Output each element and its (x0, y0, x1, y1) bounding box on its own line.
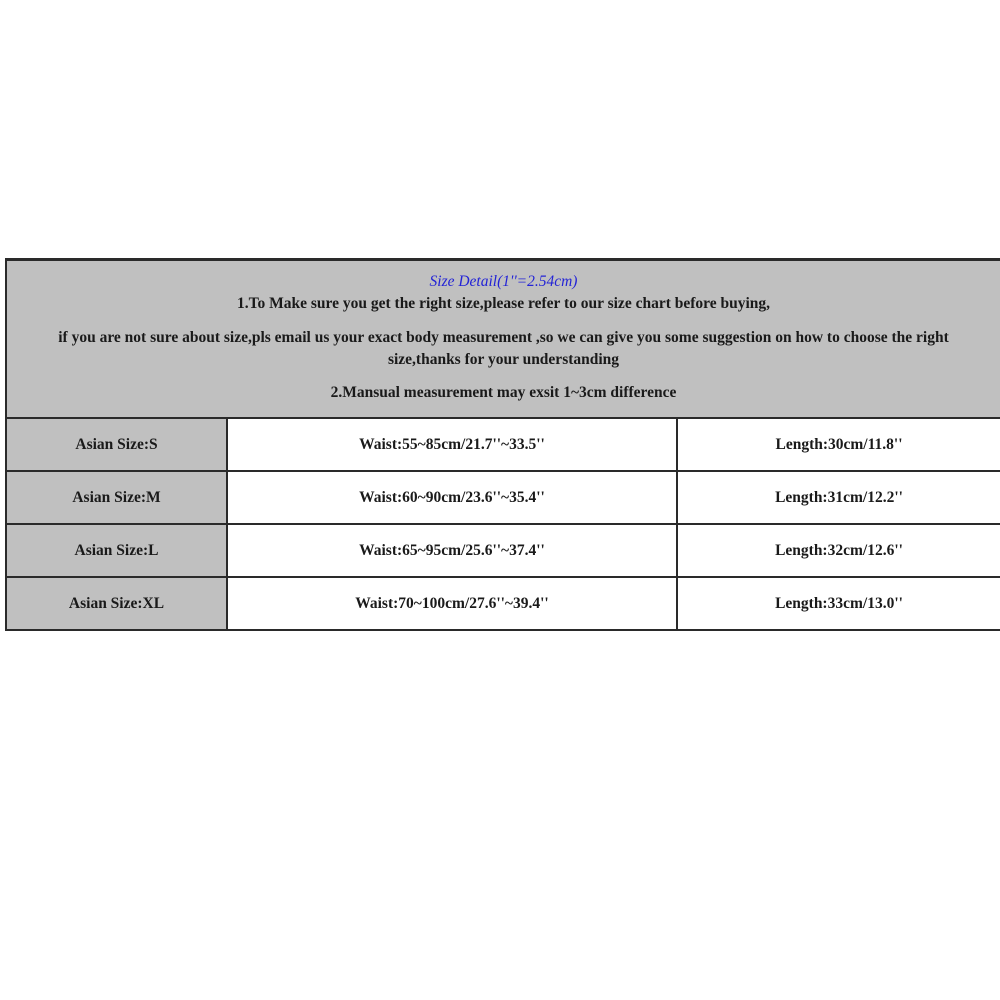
size-detail-header (7, 261, 1000, 419)
size-chart-table (5, 258, 1000, 631)
table-row (7, 472, 1000, 525)
size-label-cell: Asian Size:L (7, 525, 228, 576)
length-cell: Length:31cm/12.2'' (775, 488, 903, 506)
size-label-cell: Asian Size:S (7, 419, 228, 470)
size-detail-title: Size Detail(1''=2.54cm) (429, 273, 578, 290)
length-cell: Length:32cm/12.6'' (775, 541, 903, 559)
sizing-note-email: if you are not sure about size,pls email us your exact body measurement ,so we can give you some suggestion on how to choose the right size,thanks for your understanding (58, 329, 949, 368)
waist-cell: Waist:60~90cm/23.6''~35.4'' (228, 472, 678, 523)
waist-cell: Waist:55~85cm/21.7''~33.5'' (228, 419, 678, 470)
table-row (7, 419, 1000, 472)
length-cell: Length:30cm/11.8'' (775, 435, 903, 453)
table-row (7, 578, 1000, 629)
waist-cell: Waist:65~95cm/25.6''~37.4'' (228, 525, 678, 576)
sizing-note-1: 1.To Make sure you get the right size,please refer to our size chart before buying, (236, 295, 771, 312)
length-cell: Length:33cm/13.0'' (775, 594, 903, 612)
table-row (7, 525, 1000, 578)
size-label-cell: Asian Size:M (7, 472, 228, 523)
waist-cell: Waist:70~100cm/27.6''~39.4'' (228, 578, 678, 629)
size-label-cell: Asian Size:XL (7, 578, 228, 629)
size-rows (7, 419, 1000, 629)
sizing-note-2: 2.Mansual measurement may exsit 1~3cm difference (330, 384, 677, 401)
